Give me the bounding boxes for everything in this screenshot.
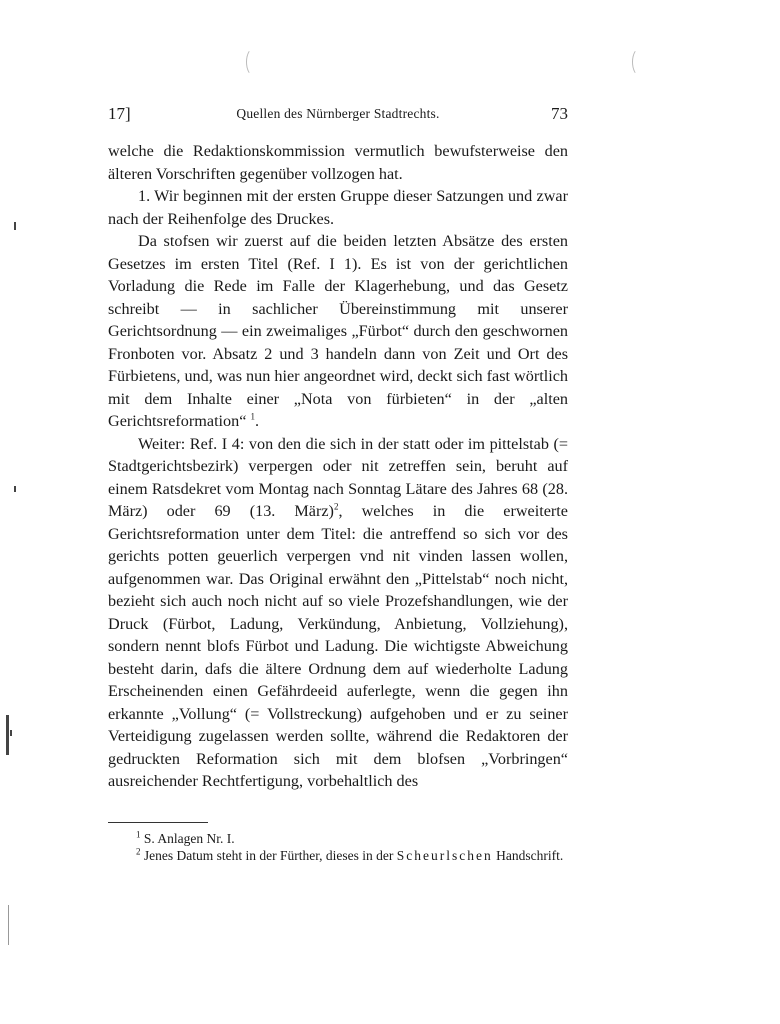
footnote-ref: 1 <box>250 411 255 422</box>
body-text <box>108 140 568 793</box>
section-number: 17] <box>108 104 131 123</box>
footnote: $^2$ Jenes Datum steht in der Fürther, dieses in der Scheurlschen Handschrift. <box>136 846 564 863</box>
margin-mark <box>14 222 16 230</box>
margin-mark <box>14 486 16 492</box>
paragraph: 1. Wir beginnen mit der ersten Gruppe dieser Satzungen und zwar nach der Reihenfolge des Druckes. <box>108 187 568 228</box>
bleed-mark <box>246 48 261 76</box>
paragraph: Weiter: Ref. I 4: von den die sich in der statt oder im pittelstab (= Stadtgerichtsbezirk) verpergen oder nit zetreffen sein, beruht auf einem Ratsdekret vom Montag nach Sonntag Lätare des Jahres 68 (28. März) oder 69 (13. März)$^2$, welches in die erweiterte Gerichtsreformation unter dem Titel: die antreffend so sich vor des gerichts potten geuerlich verpergen vnd nit vinden lassen wollen, aufgenommen war. Das Original erwähnt den „Pittelstab“ noch nicht, bezieht sich auch noch nicht auf so viele Prozefshandlungen, wie der Druck (Fürbot, Ladung, Verkündung, Anbietung, Vollziehung), sondern nennt blofs Fürbot und Ladung. Die wichtigste Abweichung besteht darin, dafs die ältere Ordnung dem auf wiederholte Ladung Erscheinenden einen Gefährdeeid auferlegte, wenn die gegen ihn erkannte „Vollung“ (= Vollstreckung) aufgehoben und er zu seiner Verteidigung zugelassen werden sollte, während die Redaktoren der gedruckten Reformation sich mit dem blofsen „Vorbringen“ ausreichender Rechtfertigung, vorbehaltlich des <box>108 434 568 790</box>
footnote-ref: 2 <box>333 501 339 512</box>
margin-mark <box>6 715 9 755</box>
bleed-mark <box>632 48 647 76</box>
running-title: Quellen des Nürnberger Stadtrechts. <box>236 106 440 121</box>
margin-mark <box>10 730 12 736</box>
footnote: $^1$ S. Anlagen Nr. I. <box>136 829 235 846</box>
running-header <box>108 104 568 128</box>
margin-mark <box>8 905 9 945</box>
paragraph: Da stofsen wir zuerst auf die beiden letzten Absätze des ersten Gesetzes im ersten Titel (Ref. I 1). Es ist von der gerichtlichen Vorladung die Rede im Falle der Klagerhebung, und das Gesetz schreibt — in sachlicher Übereinstimmung mit unserer Gerichtsordnung — ein zweimaliges „Fürbot“ durch den geschwornen Fronboten vor. Absatz 2 und 3 handeln dann von Zeit und Ort des Fürbietens, und, was nun hier angeordnet wird, deckt sich fast wörtlich mit dem Inhalte einer „Nota von fürbieten“ in der „alten Gerichtsreformation“ $^1$. <box>108 232 568 430</box>
page-number: 73 <box>551 104 568 123</box>
footnotes <box>108 830 568 864</box>
paragraph: welche die Redaktionskommission vermutlich bewufsterweise den älteren Vorschriften gegenüber vollzogen hat. <box>108 142 568 183</box>
footnote-divider <box>108 822 208 823</box>
